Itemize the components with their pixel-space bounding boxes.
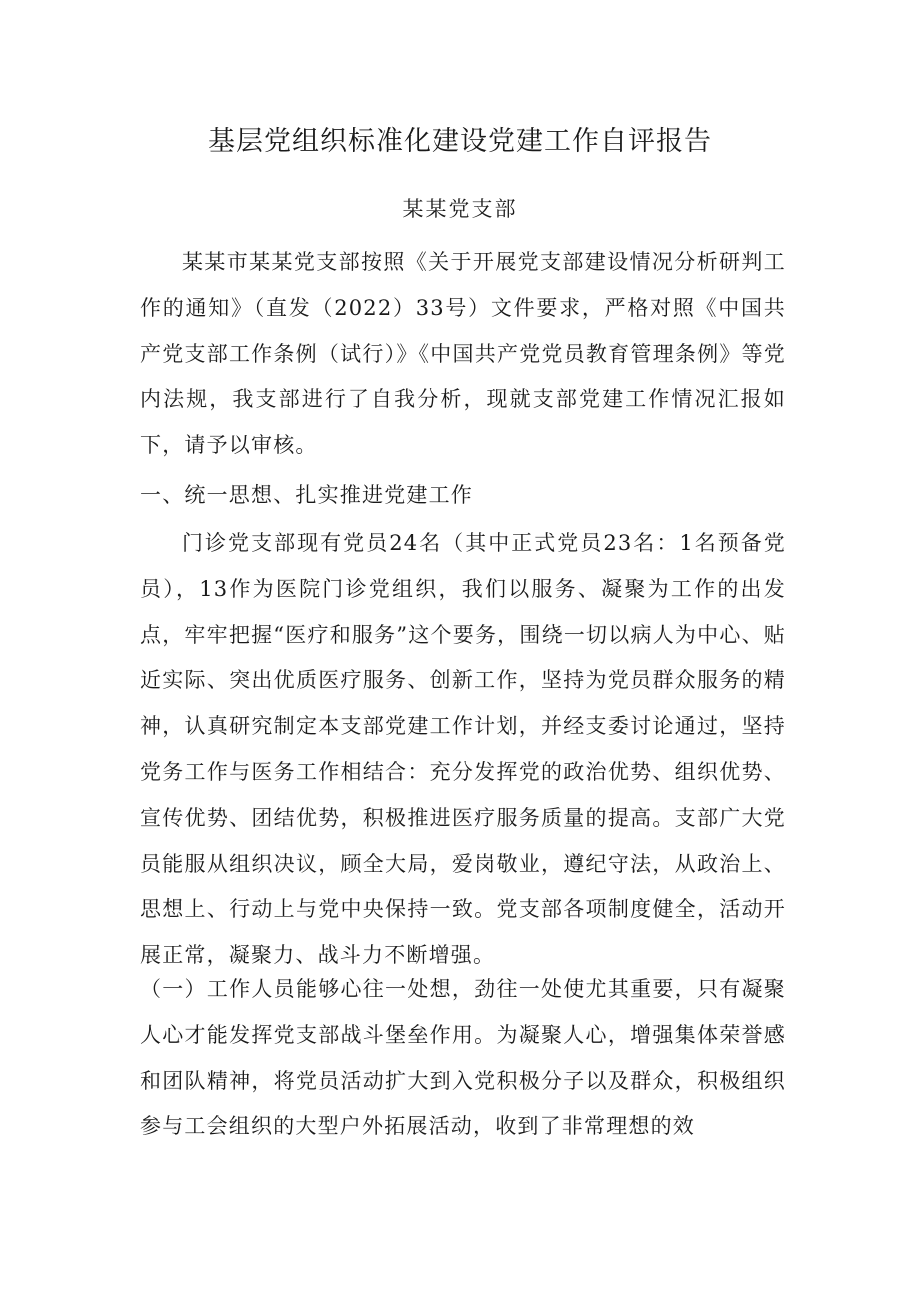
section-heading: 一、统一思想、扎实推进党建工作 xyxy=(140,483,473,507)
subsection-paragraph: （一）工作人员能够心往一处想，劲往一处使尤其重要，只有凝聚人心才能发挥党支部战斗堡垒作用。为凝聚人心，增强集体荣誉感和团队精神，将党员活动扩大到入党积极分子以及群众，积极组织参与工会组织的大型户外拓展活动，收到了非常理想的效 xyxy=(140,977,786,1139)
document-title: 基层党组织标准化建设党建工作自评报告 xyxy=(208,126,712,157)
intro-paragraph: 某某市某某党支部按照《关于开展党支部建设情况分析研判工作的通知》（直发（2022）33号）文件要求，严格对照《中国共产党支部工作条例（试行）》《中国共产党党员教育管理条例》等党内法规，我支部进行了自我分析，现就支部党建工作情况汇报如下，请予以审核。 xyxy=(140,250,786,458)
section-paragraph: 门诊党支部现有党员24名（其中正式党员23名：1名预备党员），13作为医院门诊党组织，我们以服务、凝聚为工作的出发点，牢牢把握“医疗和服务”这个要务，围绕一切以病人为中心、贴近实际、突出优质医疗服务、创新工作，坚持为党员群众服务的精神，认真研究制定本支部党建工作计划，并经支委讨论通过，坚持党务工作与医务工作相结合：充分发挥党的政治优势、组织优势、宣传优势、团结优势，积极推进医疗服务质量的提高。支部广大党员能服从组织决议，顾全大局，爱岗敬业，遵纪守法，从政治上、思想上、行动上与党中央保持一致。党支部各项制度健全，活动开展正常，凝聚力、战斗力不断增强。 xyxy=(140,531,786,968)
document-author: 某某党支部 xyxy=(402,197,518,221)
